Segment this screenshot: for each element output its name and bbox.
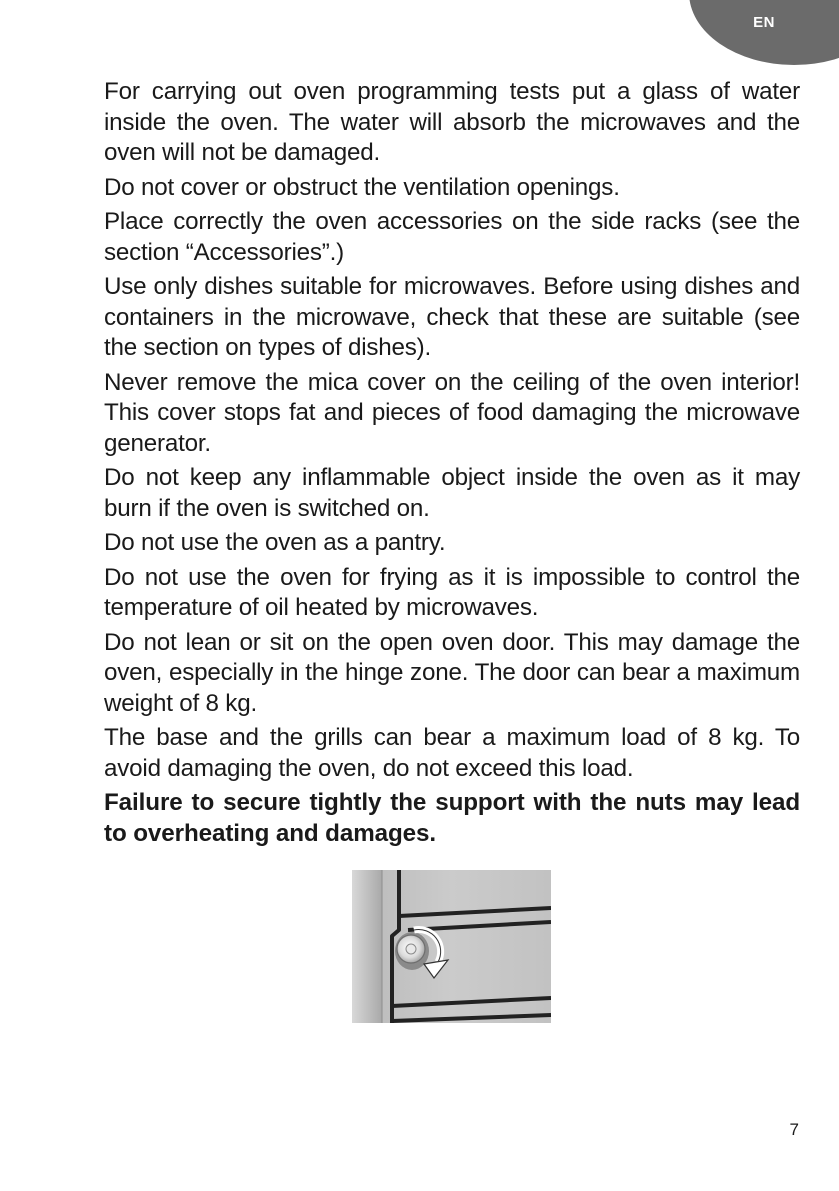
oven-side-wall <box>352 870 382 1023</box>
paragraph-inflammable: Do not keep any inflammable object inside the oven as it may burn if the oven is switched on. <box>104 464 800 522</box>
paragraph-ventilation: Do not cover or obstruct the ventilation openings. <box>104 173 620 201</box>
paragraph-load: The base and the grills can bear a maximum load of 8 kg. To avoid damaging the oven, do not exceed this load. <box>104 724 800 782</box>
rack-nut-illustration <box>352 870 551 1023</box>
paragraph-pantry: Do not use the oven as a pantry. <box>104 529 446 556</box>
paragraph-frying: Do not use the oven for frying as it is impossible to control the temperature of oil heated by microwaves. <box>104 563 800 621</box>
paragraph-water-test: For carrying out oven programming tests put a glass of water inside the oven. The water will absorb the microwaves and the oven will not be damaged. <box>104 78 800 166</box>
paragraph-dishes: Use only dishes suitable for microwaves. Before using dishes and containers in the microwave, check that these are suitable (see the section on types of dishes). <box>104 273 800 361</box>
paragraph-accessories: Place correctly the oven accessories on the side racks (see the section “Accessories”.) <box>104 208 800 266</box>
safety-instructions <box>104 77 800 853</box>
page-number: 7 <box>789 1120 799 1139</box>
language-tab <box>689 0 839 65</box>
warning-nuts: Failure to secure tightly the support with the nuts may lead to overheating and damages. <box>104 789 800 847</box>
language-label: EN <box>753 14 775 31</box>
nut-center <box>406 944 416 954</box>
paragraph-mica-cover: Never remove the mica cover on the ceiling of the oven interior! This cover stops fat and pieces of food damaging the microwave generator. <box>104 368 800 457</box>
paragraph-door: Do not lean or sit on the open oven door. This may damage the oven, especially in the hinge zone. The door can bear a maximum weight of 8 kg. <box>104 628 800 717</box>
